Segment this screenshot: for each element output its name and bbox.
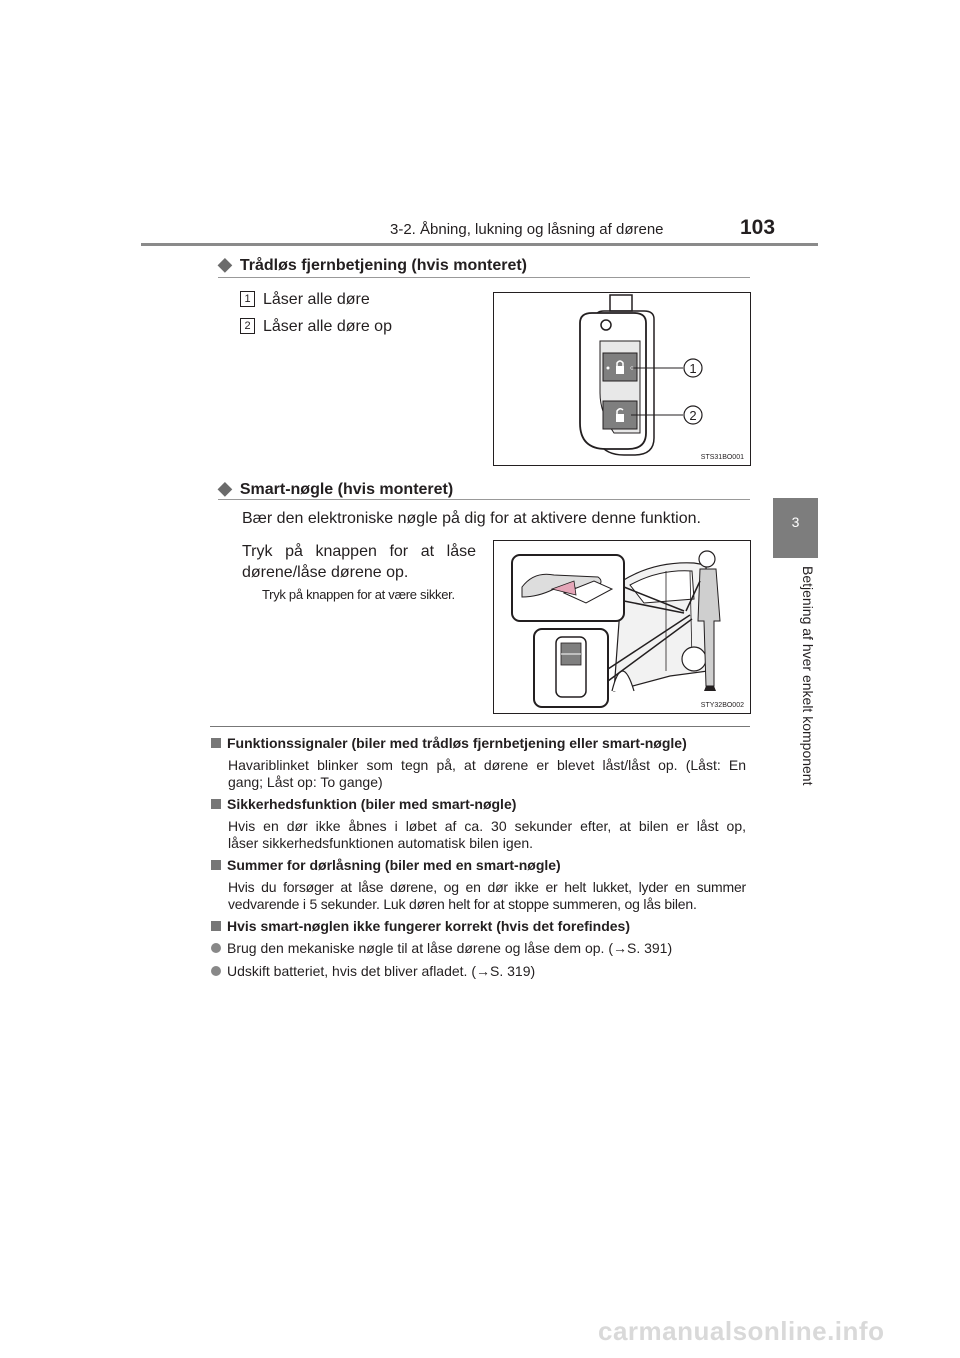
figure-code: STY32BO002: [700, 702, 744, 709]
remote-key-figure: [493, 292, 751, 466]
smart-instruction-line1: Tryk på knappen for at låse: [242, 543, 476, 560]
note-2-body-line2: låser sikkerhedsfunktionen automatisk bilen igen.: [228, 835, 534, 851]
note-2-title: Sikkerhedsfunktion (biler med smart-nøgle): [211, 796, 516, 812]
smart-key-figure: [493, 540, 751, 714]
section-rule: [218, 277, 750, 278]
note-4-bullet-1: Brug den mekaniske nøgle til at låse dørene og låse dem op. (→S. 391): [211, 940, 672, 957]
watermark: carmanualsonline.info: [598, 1316, 885, 1346]
remote-item-2: 2 Låser alle døre op: [240, 315, 392, 339]
note-3-body-line2: vedvarende i 5 sekunder. Luk døren helt for at stoppe summeren, og lås bilen.: [228, 896, 697, 912]
section-remote-title: ◆ Trådløs fjernbetjening (hvis monteret): [218, 254, 527, 274]
page-number: 103: [740, 216, 776, 239]
note-4-bullet-2: Udskift batteriet, hvis det bliver afladet. (→S. 319): [211, 963, 535, 980]
circle-bullet-icon: [211, 966, 221, 976]
note-3-body-line1: Hvis du forsøger at låse dørene, og en dør ikke er helt lukket, lyder en summer: [228, 879, 746, 895]
note-1-title: Funktionssignaler (biler med trådløs fjernbetjening eller smart-nøgle): [211, 735, 687, 751]
circle-bullet-icon: [211, 943, 221, 953]
item-number-box: 2: [240, 318, 255, 334]
item-number-box: 1: [240, 291, 255, 307]
header-section-title: 3-2. Åbning, lukning og låsning af dørene: [390, 221, 664, 238]
chapter-number: 3: [791, 514, 800, 530]
callout-2: 2: [689, 408, 697, 423]
square-bullet-icon: [211, 799, 221, 809]
remote-key-illustration: [494, 293, 750, 465]
square-bullet-icon: [211, 860, 221, 870]
smart-instruction-line2: dørene/låse dørene op.: [242, 564, 409, 581]
header-rule: [141, 243, 818, 246]
square-bullet-icon: [211, 921, 221, 931]
smart-note: Tryk på knappen for at være sikker.: [262, 587, 455, 602]
smart-intro: Bær den elektroniske nøgle på dig for at aktivere denne funktion.: [242, 510, 701, 527]
smart-key-illustration: [494, 541, 750, 713]
note-2-body-line1: Hvis en dør ikke åbnes i løbet af ca. 30 sekunder efter, at bilen er låst op,: [228, 818, 746, 834]
note-4-title: Hvis smart-nøglen ikke fungerer korrekt (hvis det forefindes): [211, 918, 630, 934]
notes-divider: [210, 726, 750, 727]
callout-1: 1: [689, 361, 697, 376]
note-1-body-line1: Havariblinket blinker som tegn på, at dørene er blevet låst/låst op. (Låst: En: [228, 757, 746, 773]
diamond-icon: ◆: [218, 478, 232, 498]
diamond-icon: ◆: [218, 254, 232, 274]
section-smart-title: ◆ Smart-nøgle (hvis monteret): [218, 478, 454, 498]
section-rule: [218, 499, 750, 500]
note-3-title: Summer for dørlåsning (biler med en smart-nøgle): [211, 857, 561, 873]
remote-item-1: 1 Låser alle døre: [240, 288, 370, 312]
chapter-title-vertical: [800, 566, 816, 806]
chapter-title: Betjening af hver enkelt komponent: [800, 566, 816, 786]
figure-code: STS31BO001: [700, 454, 744, 461]
note-1-body-line2: gang; Låst op: To gange): [228, 774, 383, 790]
square-bullet-icon: [211, 738, 221, 748]
